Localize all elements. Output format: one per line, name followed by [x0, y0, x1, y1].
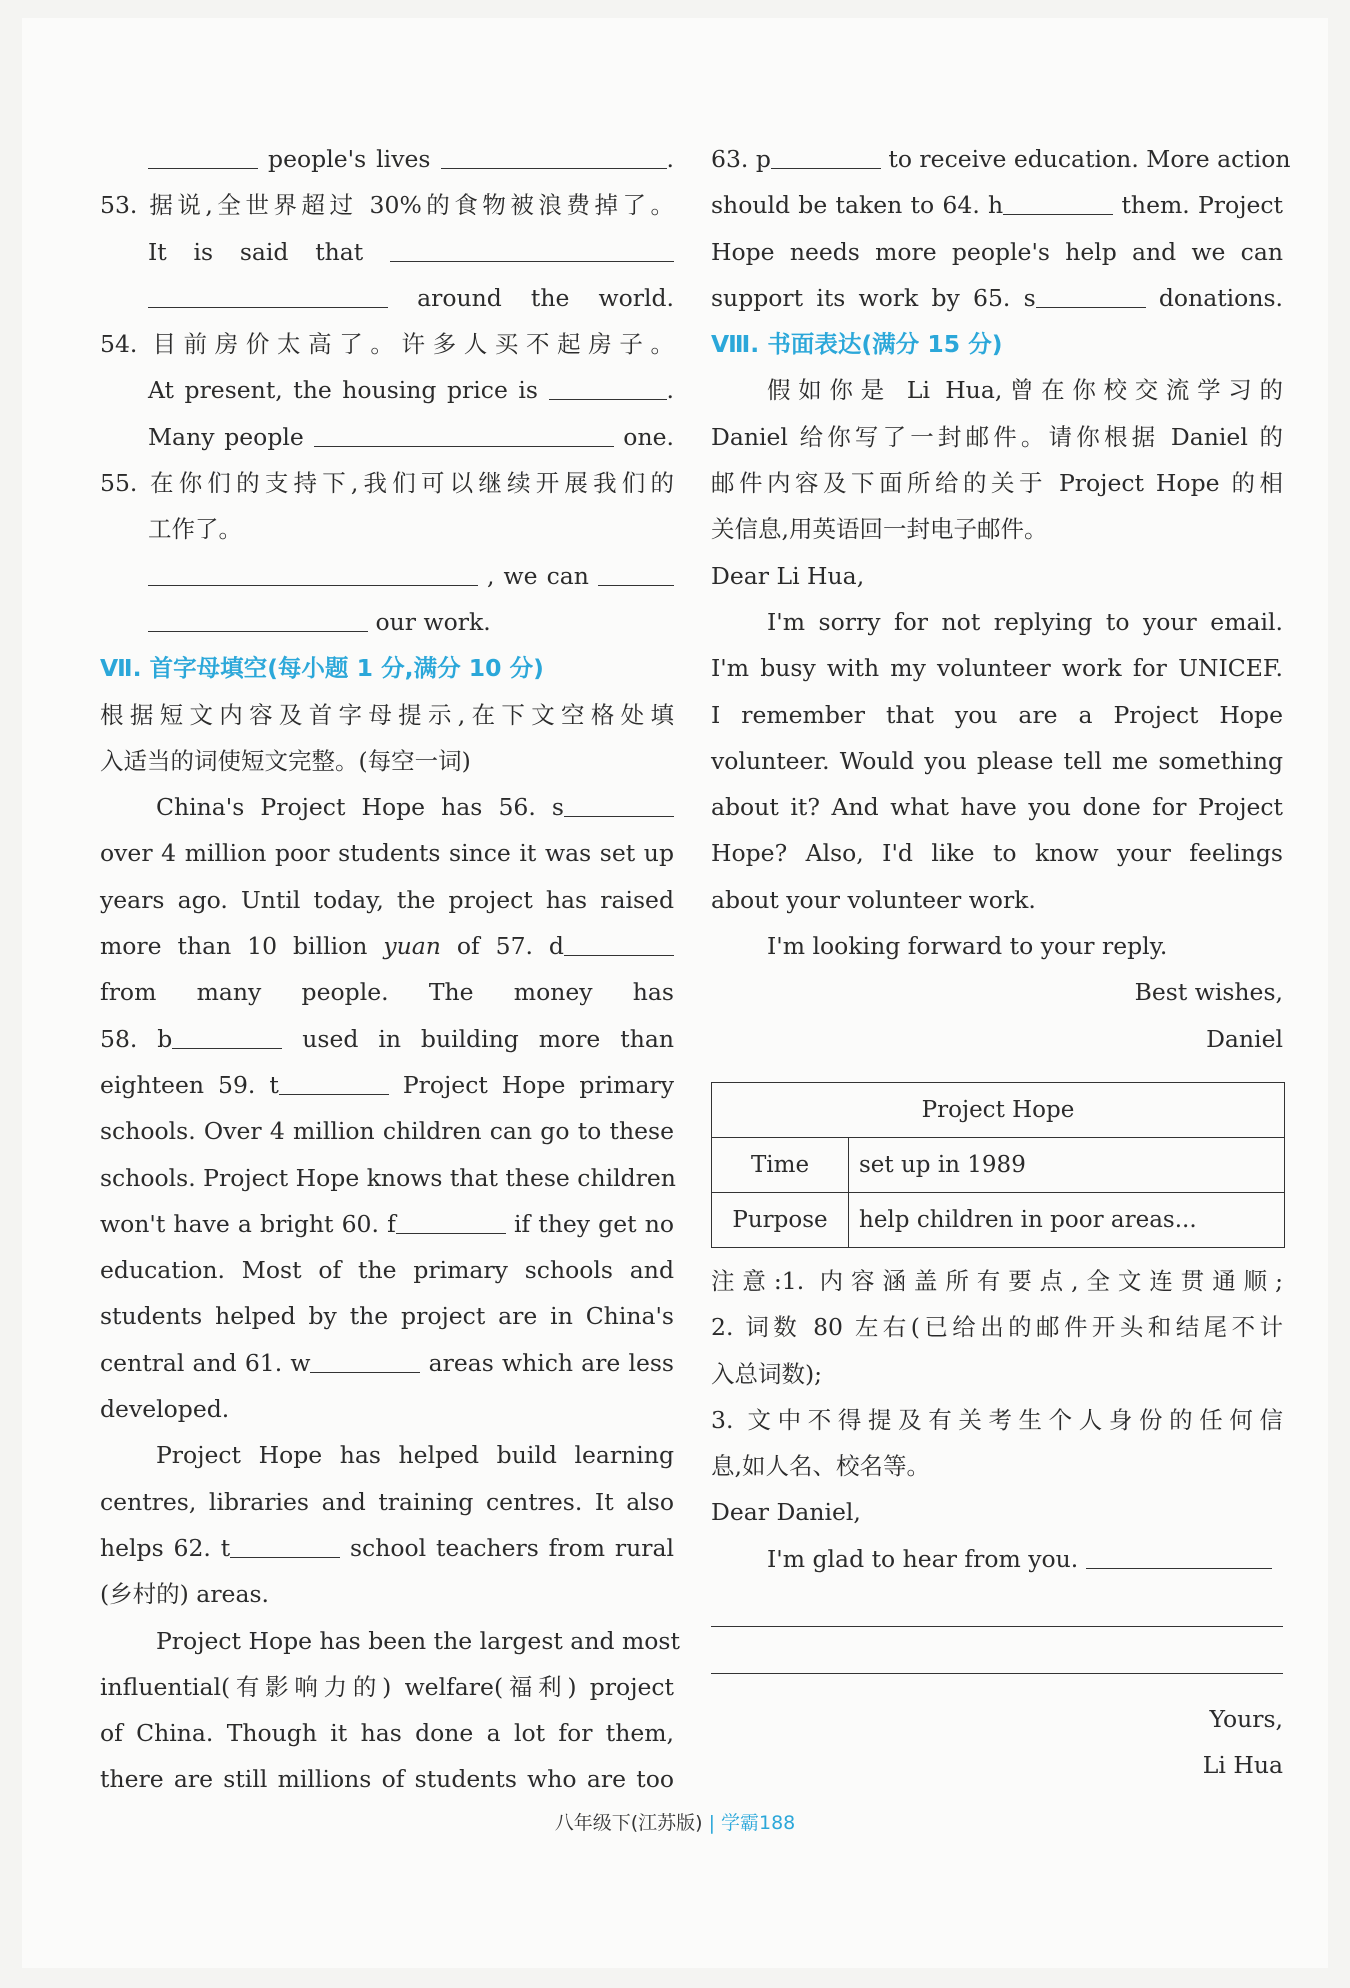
passage-line: Project Hope has helped build learning: [156, 1441, 674, 1470]
q55-chinese-1: 55. 在你们的支持下,我们可以继续开展我们的: [100, 469, 674, 498]
passage-line: 63. p to receive education. More action: [711, 136, 1283, 182]
writing-line[interactable]: [711, 1582, 1283, 1627]
note-line: 入总词数);: [711, 1359, 823, 1388]
table-value: set up in 1989: [849, 1137, 1285, 1192]
reply-first-line: I'm glad to hear from you.: [711, 1536, 1283, 1582]
passage-line: influential(有影响力的) welfare(福利) project: [100, 1672, 674, 1701]
page-footer: 八年级下(江苏版) | 学霸188: [554, 1812, 796, 1834]
email-greeting: Dear Li Hua,: [711, 561, 865, 590]
passage-line: of China. Though it has done a lot for them,: [100, 1719, 674, 1748]
answer-blank[interactable]: [1036, 281, 1146, 308]
q55-chinese-2: 工作了。: [148, 515, 242, 544]
answer-blank[interactable]: [310, 1346, 420, 1373]
section-7-instruction-1: 根据短文内容及首字母提示,在下文空格处填: [100, 700, 674, 729]
writing-prompt-line: 邮件内容及下面所给的关于 Project Hope 的相: [711, 469, 1283, 498]
email-signature: Daniel: [1206, 1024, 1283, 1053]
answer-blank[interactable]: [148, 559, 478, 586]
answer-blank[interactable]: [279, 1068, 389, 1095]
writing-prompt-line: 关信息,用英语回一封电子邮件。: [711, 515, 1048, 544]
q55-english-2: our work.: [100, 599, 674, 645]
page-number: 188: [758, 1812, 796, 1834]
passage-line: schools. Over 4 million children can go to these: [100, 1117, 674, 1146]
note-line: 2. 词数 80 左右(已给出的邮件开头和结尾不计: [711, 1313, 1283, 1342]
email-line: about it? And what have you done for Project: [711, 793, 1283, 822]
workbook-page: [22, 18, 1328, 1968]
writing-prompt-line: 假如你是 Li Hua,曾在你校交流学习的: [767, 376, 1283, 405]
reply-signature: Li Hua: [1202, 1751, 1283, 1780]
email-line: Hope? Also, I'd like to know your feelings: [711, 839, 1283, 868]
table-value: help children in poor areas...: [849, 1192, 1285, 1247]
passage-line: years ago. Until today, the project has raised: [100, 885, 674, 914]
section-7-heading: Ⅶ. 首字母填空(每小题 1 分,满分 10 分): [100, 654, 544, 683]
writing-prompt-line: Daniel 给你写了一封邮件。请你根据 Daniel 的: [711, 422, 1283, 451]
passage-line: more than 10 billion yuan of 57. d: [100, 923, 674, 969]
q53-chinese: 53. 据说,全世界超过 30%的食物被浪费掉了。: [100, 191, 674, 220]
answer-blank[interactable]: [148, 281, 388, 308]
note-line: 3. 文中不得提及有关考生个人身份的任何信: [711, 1405, 1283, 1434]
passage-line: won't have a bright 60. f if they get no: [100, 1201, 674, 1247]
email-line: I'm busy with my volunteer work for UNICEF.: [711, 654, 1283, 683]
note-line: 注意:1. 内容涵盖所有要点,全文连贯通顺;: [711, 1266, 1283, 1295]
reply-closing: Yours,: [1209, 1705, 1283, 1734]
writing-line[interactable]: [711, 1629, 1283, 1674]
answer-blank[interactable]: [549, 373, 667, 400]
passage-line: there are still millions of students who are too: [100, 1765, 674, 1794]
passage-line: developed.: [100, 1395, 230, 1424]
table-header: Project Hope: [712, 1082, 1285, 1137]
answer-blank[interactable]: [230, 1531, 340, 1558]
footer-grade: 八年级下(江苏版): [554, 1812, 703, 1834]
passage-line: from many people. The money has: [100, 978, 674, 1007]
answer-blank[interactable]: [1003, 188, 1113, 215]
passage-line: Hope needs more people's help and we can: [711, 237, 1283, 266]
answer-blank[interactable]: [564, 929, 674, 956]
email-line: I'm sorry for not replying to your email.: [767, 607, 1283, 636]
table-key: Purpose: [712, 1192, 849, 1247]
q53-english: It is said that: [100, 229, 674, 275]
writing-blank[interactable]: [1086, 1542, 1272, 1569]
footer-brand: 学霸: [720, 1812, 759, 1834]
q53-english-cont: around the world.: [100, 275, 674, 321]
table-row: [712, 1192, 1285, 1247]
passage-line: should be taken to 64. h them. Project: [711, 182, 1283, 228]
passage-line: helps 62. t school teachers from rural: [100, 1525, 674, 1571]
email-closing: Best wishes,: [1134, 978, 1283, 1007]
passage-line: eighteen 59. t Project Hope primary: [100, 1062, 674, 1108]
passage-line: centres, libraries and training centres. It also: [100, 1487, 674, 1516]
passage-line: central and 61. w areas which are less: [100, 1340, 674, 1386]
email-line: I'm looking forward to your reply.: [767, 932, 1168, 961]
answer-blank[interactable]: [396, 1207, 506, 1234]
answer-blank[interactable]: [314, 420, 614, 447]
answer-blank[interactable]: [148, 142, 258, 169]
reply-greeting: Dear Daniel,: [711, 1498, 861, 1527]
q54-english-1: At present, the housing price is .: [100, 367, 674, 413]
section-7-instruction-2: 入适当的词使短文完整。(每空一词): [100, 746, 471, 775]
table-key: Time: [712, 1137, 849, 1192]
q55-english-1: , we can: [100, 553, 674, 599]
passage-line: schools. Project Hope knows that these children: [100, 1163, 676, 1192]
passage-line: support its work by 65. s donations.: [711, 275, 1283, 321]
q52-line: people's lives .: [100, 136, 674, 182]
passage-line: China's Project Hope has 56. s: [100, 784, 674, 830]
passage-line: over 4 million poor students since it was set up: [100, 839, 674, 868]
answer-blank[interactable]: [172, 1022, 282, 1049]
email-line: volunteer. Would you please tell me something: [711, 746, 1283, 775]
section-8-heading: Ⅷ. 书面表达(满分 15 分): [711, 330, 1003, 359]
answer-blank[interactable]: [441, 142, 667, 169]
passage-line: education. Most of the primary schools and: [100, 1256, 674, 1285]
passage-line: 58. b used in building more than: [100, 1016, 674, 1062]
passage-line: students helped by the project are in China's: [100, 1302, 674, 1331]
answer-blank[interactable]: [598, 559, 674, 586]
left-column: [100, 136, 680, 1803]
project-hope-table: [711, 1082, 1285, 1248]
answer-blank[interactable]: [771, 142, 881, 169]
note-line: 息,如人名、校名等。: [711, 1452, 930, 1481]
passage-line: (乡村的) areas.: [100, 1580, 269, 1609]
answer-blank[interactable]: [564, 790, 674, 817]
answer-blank[interactable]: [390, 235, 674, 262]
answer-blank[interactable]: [148, 605, 368, 632]
q54-english-2: Many people one.: [100, 414, 674, 460]
email-line: I remember that you are a Project Hope: [711, 700, 1283, 729]
right-column: [711, 136, 1291, 1789]
q54-chinese: 54. 目前房价太高了。许多人买不起房子。: [100, 330, 674, 359]
email-line: about your volunteer work.: [711, 885, 1036, 914]
table-row: [712, 1137, 1285, 1192]
passage-line: Project Hope has been the largest and most: [156, 1626, 680, 1655]
